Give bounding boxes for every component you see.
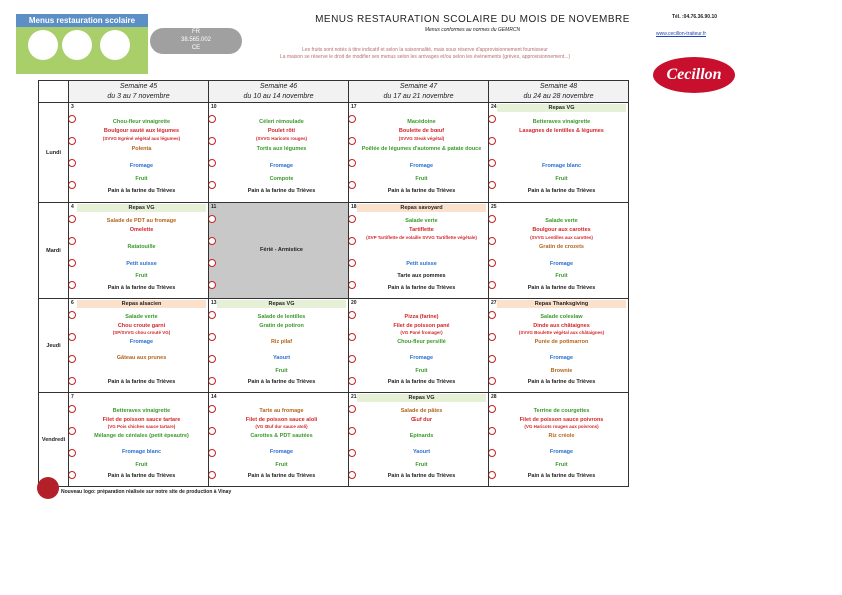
day-number: 21 xyxy=(351,394,357,400)
day-number: 18 xyxy=(351,204,357,210)
menu-item: Fromage blanc xyxy=(121,449,162,456)
menu-item: Riz pilaf xyxy=(270,339,293,346)
stamp-line: 38.565.002 xyxy=(180,37,212,43)
page-title: MENUS RESTAURATION SCOLAIRE DU MOIS DE NOVEMBRE xyxy=(315,14,630,25)
meal-marker-icon xyxy=(69,405,76,413)
menu-item: Yaourt xyxy=(412,449,431,456)
menu-cell xyxy=(349,299,489,393)
menu-item: Betteraves vinaigrette xyxy=(532,119,591,125)
menu-item: Polenta xyxy=(131,146,152,152)
brand-name: Cecillon xyxy=(666,66,722,83)
theme-band: Repas VG xyxy=(217,300,346,308)
menu-item: Gâteau aux prunes xyxy=(116,355,167,362)
meal-marker-icon xyxy=(69,137,76,145)
meal-marker-icon xyxy=(489,311,496,319)
meal-marker-icon xyxy=(209,115,216,123)
week-label: Semaine 48 xyxy=(539,83,578,90)
menu-item: Pain à la farine du Trièves xyxy=(247,188,316,194)
menu-grid xyxy=(38,80,629,487)
corner-cell xyxy=(39,81,69,103)
week-label: Semaine 45 xyxy=(119,83,158,90)
menu-item: Pain à la farine du Trièves xyxy=(527,188,596,194)
menu-item: Filet de poisson sauce tartare xyxy=(102,416,181,423)
menu-item: Chou-fleur vinaigrette xyxy=(112,119,171,125)
meal-marker-icon xyxy=(209,181,216,189)
day-label: Vendredi xyxy=(39,393,69,487)
menu-item: Fruit xyxy=(415,461,428,468)
meal-marker-icon xyxy=(209,355,216,363)
meal-marker-icon xyxy=(209,427,216,435)
theme-band: Repas savoyard xyxy=(357,204,486,212)
meal-marker-icon xyxy=(209,311,216,319)
menu-item: Pizza (farine) xyxy=(404,314,439,321)
meal-marker-icon xyxy=(69,355,76,363)
meal-marker-icon xyxy=(69,449,76,457)
menu-item: (SP/SVVG chou crouté VG) xyxy=(112,330,171,336)
meal-marker-icon xyxy=(209,137,216,145)
menu-item: Salade de lentilles xyxy=(257,314,306,321)
day-number: 11 xyxy=(211,204,217,210)
menu-item: Poêlée de légumes d'automne & patate douce xyxy=(361,146,482,152)
theme-band: Repas VG xyxy=(357,394,486,402)
menu-item: Brownie xyxy=(550,367,573,374)
menu-cell xyxy=(209,393,349,487)
menu-cell xyxy=(349,203,489,299)
menu-item: Macédoine xyxy=(407,119,436,125)
meal-marker-icon xyxy=(69,377,76,385)
menu-item: Salade de pâtes xyxy=(400,408,443,415)
meal-marker-icon xyxy=(349,281,356,289)
menu-item: Pain à la farine du Trièves xyxy=(247,472,316,479)
theme-band: Repas Thanksgiving xyxy=(497,300,626,308)
phone-number: Tél. :04.76.36.90.10 xyxy=(672,14,718,20)
menu-item: Fromage xyxy=(269,449,294,456)
menu-item: Pain à la farine du Trièves xyxy=(107,188,176,194)
week-label: Semaine 47 xyxy=(399,83,438,90)
menu-item: (VG Pois chiches sauce tartare) xyxy=(107,424,176,430)
menu-cell xyxy=(209,203,349,299)
menu-item: Pain à la farine du Trièves xyxy=(247,378,316,385)
meal-marker-icon xyxy=(349,405,356,413)
menu-item: Tarte au fromage xyxy=(259,408,304,415)
menu-item: (SVVG Haricots rouges) xyxy=(255,136,307,141)
menu-cell xyxy=(489,103,629,203)
day-number: 10 xyxy=(211,104,217,110)
meal-marker-icon xyxy=(349,471,356,479)
menu-cell xyxy=(349,393,489,487)
menu-item: Boulette de bœuf xyxy=(398,128,445,134)
meal-marker-icon xyxy=(489,427,496,435)
menu-item: Fruit xyxy=(415,367,428,374)
meal-marker-icon xyxy=(69,333,76,341)
menu-item: Fromage xyxy=(409,355,434,362)
menu-item: Pain à la farine du Trièves xyxy=(387,378,456,385)
menu-item: Petit suisse xyxy=(406,260,437,267)
menu-item: Poulet rôti xyxy=(267,128,296,134)
plate-illustration xyxy=(62,30,92,60)
meal-marker-icon xyxy=(349,333,356,341)
footer-note: Nouveau logo: préparation réalisée sur notre site de production à Vinay xyxy=(61,489,232,495)
week-header xyxy=(489,81,629,103)
menu-item: Filet de poisson sauce aïoli xyxy=(245,416,318,423)
meal-marker-icon xyxy=(209,333,216,341)
meal-marker-icon xyxy=(209,159,216,167)
day-number: 4 xyxy=(71,204,74,210)
menu-item: Gratin de crozets xyxy=(539,244,584,251)
menu-item: Betteraves vinaigrette xyxy=(112,408,171,415)
meal-marker-icon xyxy=(209,471,216,479)
meal-marker-icon xyxy=(489,281,496,289)
menu-item: (VG Œuf dur sauce aïoli) xyxy=(255,424,308,430)
menu-cell xyxy=(489,203,629,299)
day-label: Jeudi xyxy=(39,299,69,393)
menu-cell xyxy=(69,393,209,487)
menu-item: Yaourt xyxy=(272,355,291,362)
menu-item: Pain à la farine du Trièves xyxy=(107,284,176,291)
meal-marker-icon xyxy=(489,137,496,145)
menu-item: Lasagnes de lentilles & légumes xyxy=(519,128,604,134)
menu-item: Pain à la farine du Trièves xyxy=(527,472,596,479)
menu-item: Mélange de céréales (petit épeautre) xyxy=(94,433,189,440)
menu-item: Fruit xyxy=(275,461,288,468)
meal-marker-icon xyxy=(349,137,356,145)
meal-marker-icon xyxy=(69,159,76,167)
week-range: du 10 au 14 novembre xyxy=(243,93,314,100)
brand-logo xyxy=(653,57,735,93)
day-number: 20 xyxy=(351,300,357,306)
meal-marker-icon xyxy=(489,471,496,479)
menu-item: Fruit xyxy=(135,176,148,182)
menu-item: Fruit xyxy=(275,367,288,374)
plate-illustration xyxy=(100,30,130,60)
menu-item: Céleri rémoulade xyxy=(259,119,304,125)
menu-item: Dinde aux châtaignes xyxy=(533,322,590,329)
meal-marker-icon xyxy=(349,427,356,435)
menu-item: Fruit xyxy=(135,461,148,468)
menu-item: Pain à la farine du Trièves xyxy=(387,188,456,194)
menu-item: Riz créole xyxy=(548,433,575,440)
menu-item: Tartiflette xyxy=(409,227,434,233)
week-range: du 3 au 7 novembre xyxy=(107,93,170,100)
day-number: 3 xyxy=(71,104,74,110)
day-number: 7 xyxy=(71,394,74,400)
menu-item: Fruit xyxy=(555,273,568,280)
menu-item: Fromage xyxy=(409,163,434,169)
menu-item: Compote xyxy=(269,176,294,182)
menu-item: Pain à la farine du Trièves xyxy=(527,284,596,291)
meal-marker-icon xyxy=(209,405,216,413)
menu-item: Fruit xyxy=(135,273,148,280)
menu-item: Fruit xyxy=(415,176,428,182)
menu-item: Carottes & PDT sautées xyxy=(250,433,313,440)
meal-marker-icon xyxy=(489,449,496,457)
menu-item: Petit suisse xyxy=(126,260,157,267)
menu-item: Chou-fleur persillé xyxy=(397,339,446,346)
menu-item: Salade verte xyxy=(545,218,578,225)
meal-marker-icon xyxy=(489,159,496,167)
menu-item: Fromage xyxy=(549,355,574,362)
menu-item: (SVP Tartiflette de volaille SVVG Tartiflette végétale) xyxy=(366,234,477,240)
menu-item: Fruit xyxy=(555,176,568,182)
meal-marker-icon xyxy=(69,311,76,319)
meal-marker-icon xyxy=(69,115,76,123)
menu-item: (VG Haricots rouges aux poivrons) xyxy=(524,424,599,430)
plate-illustration xyxy=(28,30,58,60)
menu-item: Fromage xyxy=(129,163,154,169)
menu-cell xyxy=(349,103,489,203)
menu-item: (SVVG Boulette végétal aux châtaignes) xyxy=(518,330,605,336)
week-header xyxy=(209,81,349,103)
meal-marker-icon xyxy=(209,449,216,457)
menu-item: (SVVG Steak végétal) xyxy=(398,136,445,141)
meal-marker-icon xyxy=(69,427,76,435)
week-header xyxy=(349,81,489,103)
menu-cell xyxy=(489,299,629,393)
meal-marker-icon xyxy=(489,259,496,267)
menu-cell xyxy=(209,103,349,203)
menu-item: (VG Pané fromager) xyxy=(400,330,443,336)
day-label: Mardi xyxy=(39,203,69,299)
menu-item: (SVVG Lentilles aux carottes) xyxy=(530,234,593,240)
theme-band: Repas VG xyxy=(497,104,626,112)
meal-marker-icon xyxy=(69,281,76,289)
menu-item: Salade de PDT au fromage xyxy=(106,218,177,225)
menu-item: Pain à la farine du Trièves xyxy=(387,472,456,479)
menu-item: Pain à la farine du Trièves xyxy=(527,378,596,385)
meal-marker-icon xyxy=(349,449,356,457)
meal-marker-icon xyxy=(69,215,76,223)
menu-item: Fromage xyxy=(549,260,574,267)
menu-item: Filet de poisson sauce poivrons xyxy=(519,416,604,423)
meal-marker-icon xyxy=(349,237,356,245)
menu-cell xyxy=(69,203,209,299)
meal-marker-icon xyxy=(209,259,216,267)
meal-marker-icon xyxy=(69,471,76,479)
meal-marker-icon xyxy=(349,215,356,223)
meal-marker-icon xyxy=(489,333,496,341)
menu-item: Boulgour aux carottes xyxy=(532,227,591,233)
meal-marker-icon xyxy=(489,405,496,413)
menu-item: Salade verte xyxy=(405,218,438,225)
day-label: Lundi xyxy=(39,103,69,203)
menu-item: Tortis aux légumes xyxy=(256,146,307,152)
day-number: 28 xyxy=(491,394,497,400)
meal-marker-icon xyxy=(69,237,76,245)
meal-marker-icon xyxy=(349,355,356,363)
meal-marker-icon xyxy=(209,215,216,223)
meal-marker-icon xyxy=(489,237,496,245)
menu-item: Chou croute garni xyxy=(117,322,166,329)
meal-marker-icon xyxy=(349,311,356,319)
meal-marker-icon xyxy=(349,377,356,385)
disclaimer-line: La maison se réserve le droit de modifier ses menus selon les arrivages et/ou selon les évènements (grèves, approvisionnement...) xyxy=(279,54,571,60)
menu-cell xyxy=(489,393,629,487)
day-number: 13 xyxy=(211,300,217,306)
menu-item: Fromage xyxy=(269,163,294,169)
menu-item: Fromage xyxy=(549,449,574,456)
theme-band: Repas alsacien xyxy=(77,300,206,308)
day-number: 14 xyxy=(211,394,217,400)
meal-marker-icon xyxy=(209,237,216,245)
meal-marker-icon xyxy=(349,159,356,167)
menu-item: Ratatouille xyxy=(127,244,156,251)
meal-marker-icon xyxy=(349,115,356,123)
meal-marker-icon xyxy=(489,355,496,363)
menu-item: Filet de poisson pané xyxy=(393,322,450,329)
menu-item: Fruit xyxy=(555,461,568,468)
disclaimer-line: Les fruits sont notés à titre indicatif et selon la saisonnalité, mais sous réserve d'approvisionnement fournisseur xyxy=(302,47,548,53)
menu-item: Boulgour sauté aux légumes xyxy=(103,128,180,134)
week-header xyxy=(69,81,209,103)
menu-item: Pain à la farine du Trièves xyxy=(387,284,456,291)
theme-band: Repas VG xyxy=(77,204,206,212)
new-logo-icon xyxy=(37,477,59,499)
menu-item: Pain à la farine du Trièves xyxy=(107,472,176,479)
website-link[interactable]: www.cecillon-traiteur.fr xyxy=(656,31,707,37)
logo-text: Menus restauration scolaire xyxy=(16,14,148,27)
meal-marker-icon xyxy=(209,377,216,385)
week-label: Semaine 46 xyxy=(259,83,298,90)
menu-item: Purée de potimarron xyxy=(534,339,589,346)
page-subtitle: Menus conformes au normes du GEMRCN xyxy=(424,27,521,33)
menu-item: Gratin de potiron xyxy=(259,322,304,329)
menu-item: Fromage blanc xyxy=(541,163,582,169)
menu-item: Tarte aux pommes xyxy=(397,273,446,280)
meal-marker-icon xyxy=(489,215,496,223)
day-number: 6 xyxy=(71,300,74,306)
menu-item: Fromage xyxy=(129,339,154,346)
week-range: du 17 au 21 novembre xyxy=(383,93,454,100)
menu-item: Omelette xyxy=(129,227,154,233)
menu-cell xyxy=(69,299,209,393)
meal-marker-icon xyxy=(209,281,216,289)
menu-item: Salade verte xyxy=(125,314,158,321)
day-number: 25 xyxy=(491,204,497,210)
meal-marker-icon xyxy=(69,259,76,267)
menu-cell xyxy=(209,299,349,393)
meal-marker-icon xyxy=(489,181,496,189)
meal-marker-icon xyxy=(69,181,76,189)
menu-item: Terrine de courgettes xyxy=(533,408,590,415)
day-number: 24 xyxy=(491,104,497,110)
menu-item: Epinards xyxy=(409,433,434,440)
day-number: 17 xyxy=(351,104,357,110)
meal-marker-icon xyxy=(349,259,356,267)
stamp-line: CE xyxy=(191,45,201,51)
menu-item: Férié - Armistice xyxy=(260,247,303,253)
meal-marker-icon xyxy=(489,377,496,385)
stamp-line: FR xyxy=(192,29,200,35)
menu-item: (SVVG Egréné végétal aux légumes) xyxy=(102,136,181,141)
day-number: 27 xyxy=(491,300,497,306)
menu-item: Œuf dur xyxy=(410,416,433,423)
week-range: du 24 au 28 novembre xyxy=(523,93,594,100)
meal-marker-icon xyxy=(489,115,496,123)
menu-item: Salade coleslaw xyxy=(540,314,583,321)
disclaimer xyxy=(210,47,640,61)
menu-item: Pain à la farine du Trièves xyxy=(107,378,176,385)
menu-cell xyxy=(69,103,209,203)
meal-marker-icon xyxy=(349,181,356,189)
